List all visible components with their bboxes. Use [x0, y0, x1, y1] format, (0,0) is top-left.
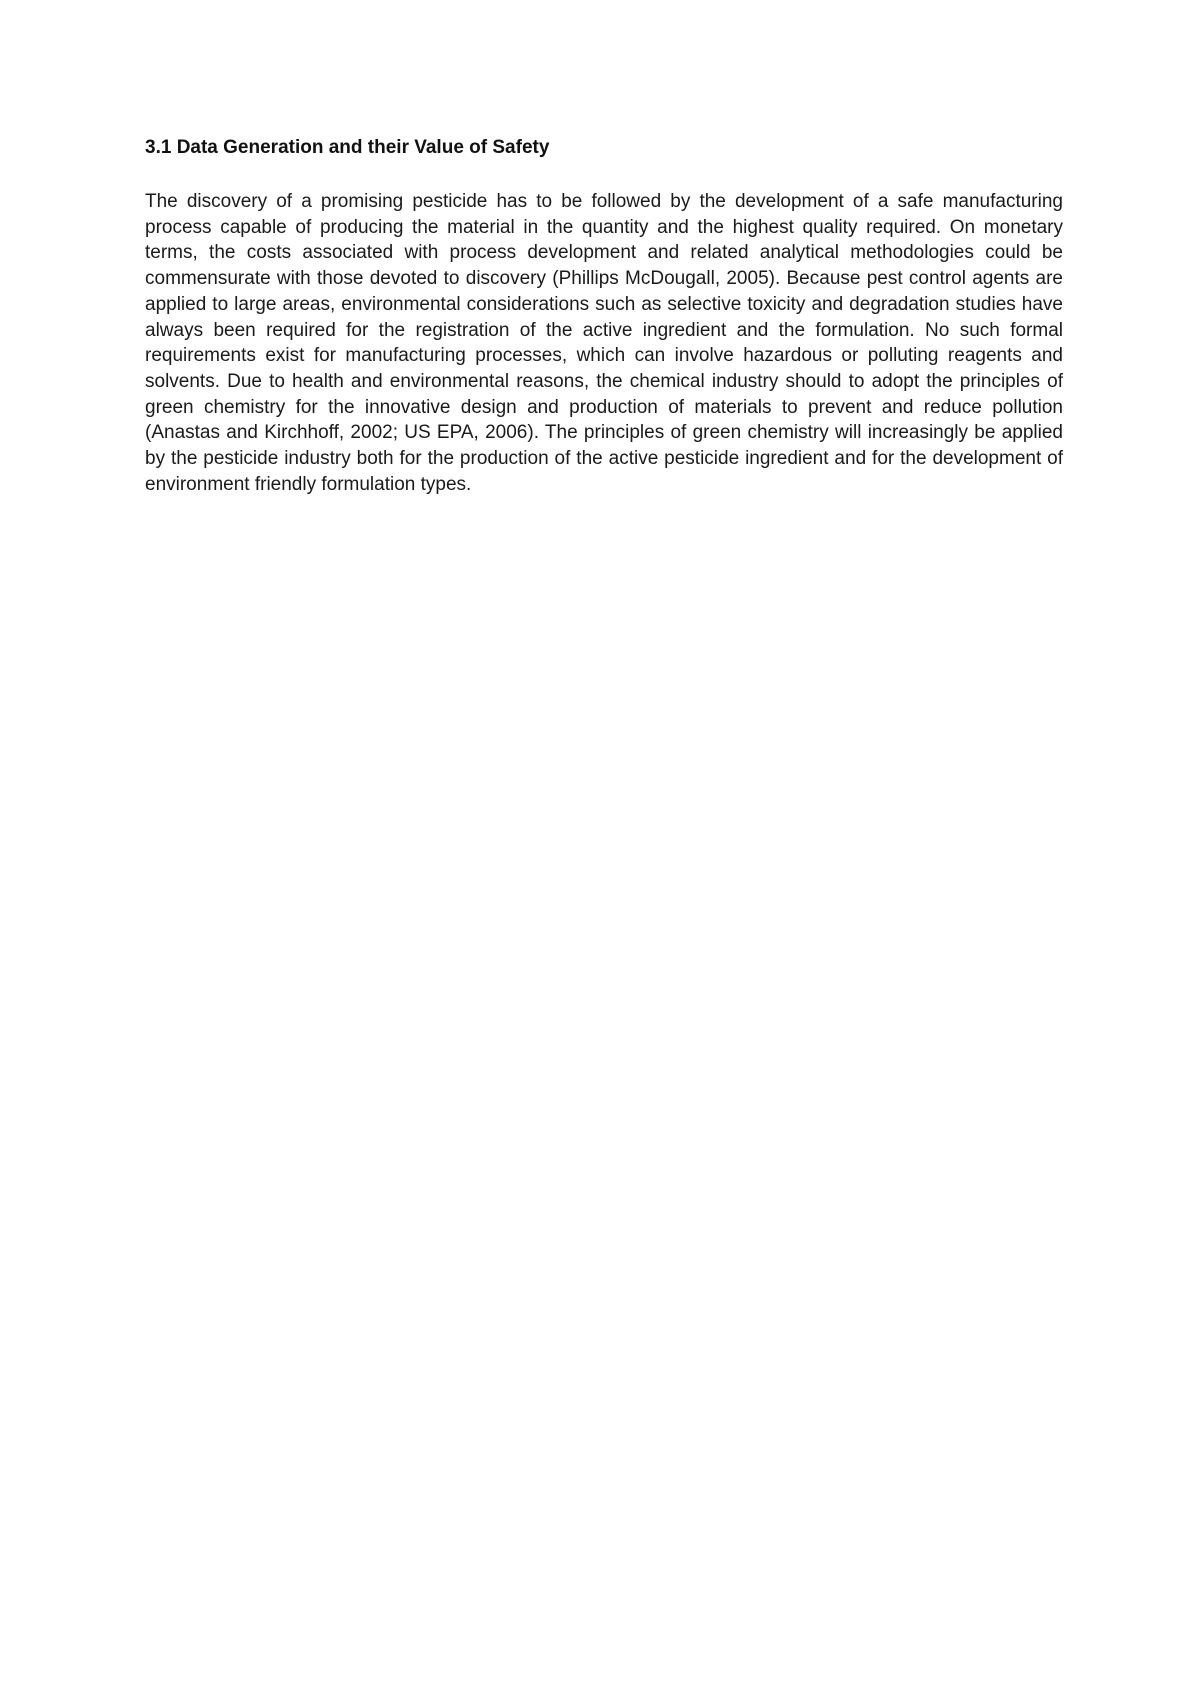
section-content	[145, 136, 1063, 497]
body-paragraph: The discovery of a promising pesticide has to be followed by the development of a safe manufacturing process capable of producing the material in the quantity and the highest quality required. On monetary terms, the costs associated with process development and related analytical methodologies could be commensurate with those devoted to discovery (Phillips McDougall, 2005). Because pest control agents are applied to large areas, environmental considerations such as selective toxicity and degradation studies have always been required for the registration of the active ingredient and the formulation. No such formal requirements exist for manufacturing processes, which can involve hazardous or polluting reagents and solvents. Due to health and environmental reasons, the chemical industry should to adopt the principles of green chemistry for the innovative design and production of materials to prevent and reduce pollution (Anastas and Kirchhoff, 2002; US EPA, 2006). The principles of green chemistry will increasingly be applied by the pesticide industry both for the production of the active pesticide ingredient and for the development of environment friendly formulation types.	[145, 191, 1063, 495]
section-heading: 3.1 Data Generation and their Value of Safety	[145, 137, 550, 158]
